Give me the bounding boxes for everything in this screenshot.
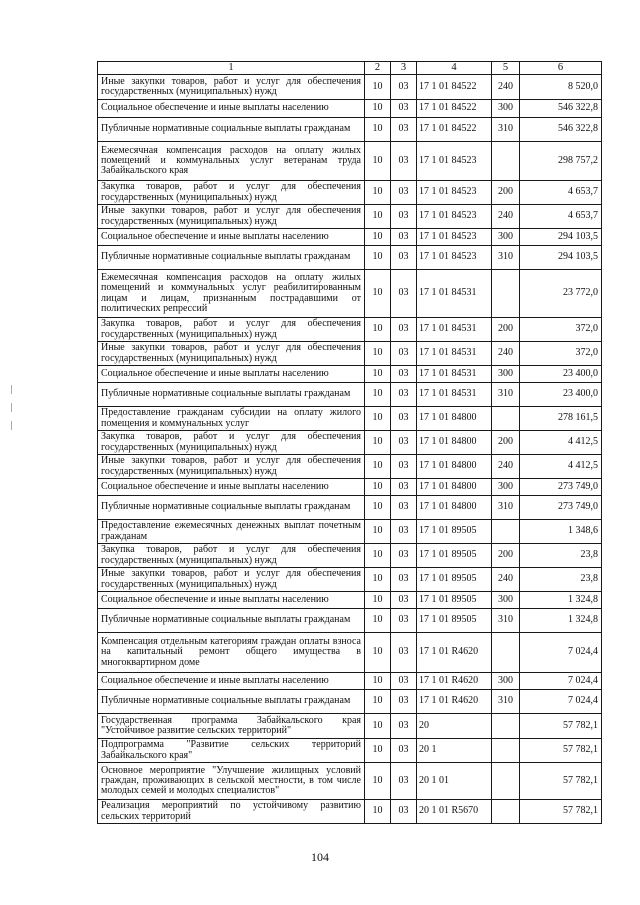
row-expense-type: 240 xyxy=(492,342,520,366)
row-section: 10 xyxy=(365,383,391,407)
row-target-code: 17 1 01 89505 xyxy=(417,520,492,544)
row-amount: 23 400,0 xyxy=(520,383,602,407)
row-section: 10 xyxy=(365,100,391,118)
row-amount: 4 653,7 xyxy=(520,205,602,229)
row-expense-type: 310 xyxy=(492,496,520,520)
row-amount: 1 348,6 xyxy=(520,520,602,544)
header-row xyxy=(98,62,602,75)
row-name: Иные закупки товаров, работ и услуг для обеспечения государственных (муниципальных) нужд xyxy=(98,455,365,479)
row-section: 10 xyxy=(365,673,391,690)
row-section: 10 xyxy=(365,568,391,592)
row-target-code: 17 1 01 89505 xyxy=(417,609,492,633)
row-section: 10 xyxy=(365,690,391,714)
row-target-code: 17 1 01 84523 xyxy=(417,142,492,181)
row-expense-type xyxy=(492,763,520,800)
row-target-code: 17 1 01 84523 xyxy=(417,181,492,205)
row-amount: 23 772,0 xyxy=(520,270,602,318)
row-subsection: 03 xyxy=(391,142,417,181)
row-subsection: 03 xyxy=(391,800,417,824)
row-subsection: 03 xyxy=(391,455,417,479)
row-amount: 298 757,2 xyxy=(520,142,602,181)
row-name: Ежемесячная компенсация расходов на оплату жилых помещений и коммунальных услуг ветеранам труда Забайкальского края xyxy=(98,142,365,181)
row-target-code: 17 1 01 84523 xyxy=(417,205,492,229)
row-name: Иные закупки товаров, работ и услуг для обеспечения государственных (муниципальных) нужд xyxy=(98,205,365,229)
row-section: 10 xyxy=(365,763,391,800)
row-name: Закупка товаров, работ и услуг для обеспечения государственных (муниципальных) нужд xyxy=(98,431,365,455)
row-section: 10 xyxy=(365,342,391,366)
row-amount: 7 024,4 xyxy=(520,633,602,673)
row-target-code: 20 1 xyxy=(417,739,492,763)
row-section: 10 xyxy=(365,800,391,824)
row-amount: 273 749,0 xyxy=(520,479,602,496)
row-subsection: 03 xyxy=(391,609,417,633)
row-name: Реализация мероприятий по устойчивому развитию сельских территорий xyxy=(98,800,365,824)
row-section: 10 xyxy=(365,142,391,181)
row-name: Закупка товаров, работ и услуг для обеспечения государственных (муниципальных) нужд xyxy=(98,544,365,568)
row-name: Иные закупки товаров, работ и услуг для обеспечения государственных (муниципальных) нужд xyxy=(98,75,365,100)
table-row xyxy=(98,609,602,633)
row-subsection: 03 xyxy=(391,714,417,739)
row-amount: 8 520,0 xyxy=(520,75,602,100)
row-amount: 7 024,4 xyxy=(520,673,602,690)
row-section: 10 xyxy=(365,714,391,739)
row-target-code: 17 1 01 84522 xyxy=(417,100,492,118)
row-subsection: 03 xyxy=(391,205,417,229)
table-row xyxy=(98,520,602,544)
table-row xyxy=(98,690,602,714)
row-name: Закупка товаров, работ и услуг для обеспечения государственных (муниципальных) нужд xyxy=(98,181,365,205)
row-target-code: 17 1 01 84523 xyxy=(417,229,492,246)
row-subsection: 03 xyxy=(391,100,417,118)
row-amount: 546 322,8 xyxy=(520,118,602,142)
header-cell: 5 xyxy=(492,62,520,75)
row-expense-type xyxy=(492,142,520,181)
row-section: 10 xyxy=(365,205,391,229)
row-section: 10 xyxy=(365,246,391,270)
header-cell: 2 xyxy=(365,62,391,75)
row-subsection: 03 xyxy=(391,633,417,673)
row-subsection: 03 xyxy=(391,383,417,407)
row-expense-type: 300 xyxy=(492,100,520,118)
row-section: 10 xyxy=(365,455,391,479)
row-subsection: 03 xyxy=(391,366,417,383)
row-section: 10 xyxy=(365,609,391,633)
row-target-code: 17 1 01 84800 xyxy=(417,479,492,496)
row-name: Предоставление ежемесячных денежных выплат почетным гражданам xyxy=(98,520,365,544)
row-name: Социальное обеспечение и иные выплаты населению xyxy=(98,479,365,496)
table-row xyxy=(98,142,602,181)
row-target-code: 17 1 01 84531 xyxy=(417,318,492,342)
row-target-code: 17 1 01 84531 xyxy=(417,366,492,383)
row-target-code: 17 1 01 84531 xyxy=(417,342,492,366)
row-target-code: 17 1 01 89505 xyxy=(417,592,492,609)
row-amount: 294 103,5 xyxy=(520,229,602,246)
table-row xyxy=(98,100,602,118)
row-amount: 23,8 xyxy=(520,568,602,592)
row-name: Публичные нормативные социальные выплаты гражданам xyxy=(98,690,365,714)
table-row xyxy=(98,714,602,739)
table-row xyxy=(98,763,602,800)
table-row xyxy=(98,270,602,318)
table-row xyxy=(98,229,602,246)
row-expense-type: 310 xyxy=(492,609,520,633)
row-subsection: 03 xyxy=(391,673,417,690)
row-amount: 372,0 xyxy=(520,342,602,366)
header-cell: 6 xyxy=(520,62,602,75)
row-amount: 294 103,5 xyxy=(520,246,602,270)
row-subsection: 03 xyxy=(391,690,417,714)
row-subsection: 03 xyxy=(391,739,417,763)
row-target-code: 17 1 01 84800 xyxy=(417,407,492,431)
row-name: Публичные нормативные социальные выплаты гражданам xyxy=(98,246,365,270)
row-expense-type: 310 xyxy=(492,118,520,142)
table-row xyxy=(98,118,602,142)
table-row xyxy=(98,544,602,568)
row-section: 10 xyxy=(365,496,391,520)
row-name: Компенсация отдельным категориям граждан оплаты взноса на капитальный ремонт общего имущества в многоквартирном доме xyxy=(98,633,365,673)
row-subsection: 03 xyxy=(391,342,417,366)
row-expense-type xyxy=(492,270,520,318)
row-subsection: 03 xyxy=(391,479,417,496)
row-name: Иные закупки товаров, работ и услуг для обеспечения государственных (муниципальных) нужд xyxy=(98,568,365,592)
table-row xyxy=(98,383,602,407)
table-row xyxy=(98,739,602,763)
row-name: Публичные нормативные социальные выплаты гражданам xyxy=(98,383,365,407)
row-expense-type: 300 xyxy=(492,479,520,496)
row-name: Закупка товаров, работ и услуг для обеспечения государственных (муниципальных) нужд xyxy=(98,318,365,342)
table-row xyxy=(98,366,602,383)
row-expense-type: 240 xyxy=(492,568,520,592)
table-row xyxy=(98,592,602,609)
row-name: Публичные нормативные социальные выплаты гражданам xyxy=(98,118,365,142)
row-target-code: 17 1 01 R4620 xyxy=(417,690,492,714)
row-amount: 278 161,5 xyxy=(520,407,602,431)
table-row xyxy=(98,673,602,690)
table-row xyxy=(98,568,602,592)
row-expense-type: 300 xyxy=(492,366,520,383)
row-target-code: 17 1 01 84531 xyxy=(417,383,492,407)
row-expense-type: 200 xyxy=(492,431,520,455)
row-subsection: 03 xyxy=(391,496,417,520)
row-section: 10 xyxy=(365,229,391,246)
row-target-code: 20 xyxy=(417,714,492,739)
row-section: 10 xyxy=(365,366,391,383)
table-row xyxy=(98,496,602,520)
row-name: Иные закупки товаров, работ и услуг для обеспечения государственных (муниципальных) нужд xyxy=(98,342,365,366)
row-subsection: 03 xyxy=(391,118,417,142)
row-target-code: 17 1 01 84522 xyxy=(417,118,492,142)
row-expense-type xyxy=(492,633,520,673)
row-amount: 4 653,7 xyxy=(520,181,602,205)
row-name: Социальное обеспечение и иные выплаты населению xyxy=(98,673,365,690)
row-subsection: 03 xyxy=(391,544,417,568)
row-section: 10 xyxy=(365,75,391,100)
table-row xyxy=(98,246,602,270)
table-row xyxy=(98,318,602,342)
row-amount: 23,8 xyxy=(520,544,602,568)
row-subsection: 03 xyxy=(391,407,417,431)
row-expense-type: 300 xyxy=(492,592,520,609)
table-row xyxy=(98,479,602,496)
row-expense-type: 200 xyxy=(492,318,520,342)
row-expense-type: 300 xyxy=(492,229,520,246)
row-subsection: 03 xyxy=(391,763,417,800)
row-section: 10 xyxy=(365,739,391,763)
row-expense-type: 310 xyxy=(492,383,520,407)
row-section: 10 xyxy=(365,592,391,609)
table-row xyxy=(98,633,602,673)
row-section: 10 xyxy=(365,520,391,544)
row-name: Основное мероприятие "Улучшение жилищных условий граждан, проживающих в сельской местности, в том числе молодых семей и молодых специалистов" xyxy=(98,763,365,800)
row-amount: 57 782,1 xyxy=(520,739,602,763)
row-expense-type: 300 xyxy=(492,673,520,690)
row-target-code: 17 1 01 R4620 xyxy=(417,673,492,690)
row-amount: 7 024,4 xyxy=(520,690,602,714)
row-name: Государственная программа Забайкальского края "Устойчивое развитие сельских территорий" xyxy=(98,714,365,739)
row-expense-type xyxy=(492,407,520,431)
table-row xyxy=(98,431,602,455)
row-name: Социальное обеспечение и иные выплаты населению xyxy=(98,229,365,246)
table-row xyxy=(98,75,602,100)
table-row xyxy=(98,800,602,824)
table-row xyxy=(98,455,602,479)
row-expense-type: 310 xyxy=(492,690,520,714)
row-expense-type: 200 xyxy=(492,181,520,205)
row-subsection: 03 xyxy=(391,592,417,609)
row-section: 10 xyxy=(365,118,391,142)
row-name: Социальное обеспечение и иные выплаты населению xyxy=(98,100,365,118)
row-subsection: 03 xyxy=(391,270,417,318)
header-cell: 4 xyxy=(417,62,492,75)
row-target-code: 17 1 01 89505 xyxy=(417,544,492,568)
row-expense-type xyxy=(492,520,520,544)
row-expense-type xyxy=(492,800,520,824)
budget-table xyxy=(97,61,602,824)
row-amount: 57 782,1 xyxy=(520,800,602,824)
row-name: Социальное обеспечение и иные выплаты населению xyxy=(98,366,365,383)
row-target-code: 20 1 01 R5670 xyxy=(417,800,492,824)
row-expense-type: 240 xyxy=(492,75,520,100)
scan-edge-marks xyxy=(11,385,14,439)
row-subsection: 03 xyxy=(391,246,417,270)
row-section: 10 xyxy=(365,431,391,455)
row-section: 10 xyxy=(365,318,391,342)
row-target-code: 20 1 01 xyxy=(417,763,492,800)
table-row xyxy=(98,407,602,431)
row-amount: 546 322,8 xyxy=(520,100,602,118)
row-target-code: 17 1 01 84800 xyxy=(417,496,492,520)
row-amount: 57 782,1 xyxy=(520,763,602,800)
row-subsection: 03 xyxy=(391,229,417,246)
row-target-code: 17 1 01 R4620 xyxy=(417,633,492,673)
row-subsection: 03 xyxy=(391,568,417,592)
table-row xyxy=(98,181,602,205)
row-section: 10 xyxy=(365,407,391,431)
row-amount: 372,0 xyxy=(520,318,602,342)
row-name: Публичные нормативные социальные выплаты гражданам xyxy=(98,496,365,520)
row-amount: 4 412,5 xyxy=(520,455,602,479)
row-target-code: 17 1 01 84523 xyxy=(417,246,492,270)
row-section: 10 xyxy=(365,633,391,673)
row-target-code: 17 1 01 84800 xyxy=(417,455,492,479)
row-expense-type: 200 xyxy=(492,544,520,568)
row-name: Подпрограмма "Развитие сельских территорий Забайкальского края" xyxy=(98,739,365,763)
row-amount: 4 412,5 xyxy=(520,431,602,455)
row-subsection: 03 xyxy=(391,318,417,342)
row-expense-type: 240 xyxy=(492,455,520,479)
row-name: Предоставление гражданам субсидии на оплату жилого помещения и коммунальных услуг xyxy=(98,407,365,431)
row-section: 10 xyxy=(365,479,391,496)
row-target-code: 17 1 01 84800 xyxy=(417,431,492,455)
row-subsection: 03 xyxy=(391,520,417,544)
row-name: Публичные нормативные социальные выплаты гражданам xyxy=(98,609,365,633)
row-target-code: 17 1 01 84531 xyxy=(417,270,492,318)
table-row xyxy=(98,342,602,366)
row-amount: 273 749,0 xyxy=(520,496,602,520)
row-name: Социальное обеспечение и иные выплаты населению xyxy=(98,592,365,609)
row-expense-type xyxy=(492,714,520,739)
row-expense-type: 240 xyxy=(492,205,520,229)
row-subsection: 03 xyxy=(391,181,417,205)
header-cell: 3 xyxy=(391,62,417,75)
row-amount: 57 782,1 xyxy=(520,714,602,739)
row-section: 10 xyxy=(365,270,391,318)
row-expense-type xyxy=(492,739,520,763)
row-amount: 1 324,8 xyxy=(520,609,602,633)
row-subsection: 03 xyxy=(391,75,417,100)
row-amount: 1 324,8 xyxy=(520,592,602,609)
header-cell: 1 xyxy=(98,62,365,75)
page-number: 104 xyxy=(311,850,329,864)
row-section: 10 xyxy=(365,181,391,205)
row-target-code: 17 1 01 89505 xyxy=(417,568,492,592)
table-row xyxy=(98,205,602,229)
row-amount: 23 400,0 xyxy=(520,366,602,383)
row-section: 10 xyxy=(365,544,391,568)
row-expense-type: 310 xyxy=(492,246,520,270)
row-target-code: 17 1 01 84522 xyxy=(417,75,492,100)
row-subsection: 03 xyxy=(391,431,417,455)
row-name: Ежемесячная компенсация расходов на оплату жилых помещений и коммунальных услуг реабилитированным лицам и лицам, признанным пострадавшими от политических репрессий xyxy=(98,270,365,318)
